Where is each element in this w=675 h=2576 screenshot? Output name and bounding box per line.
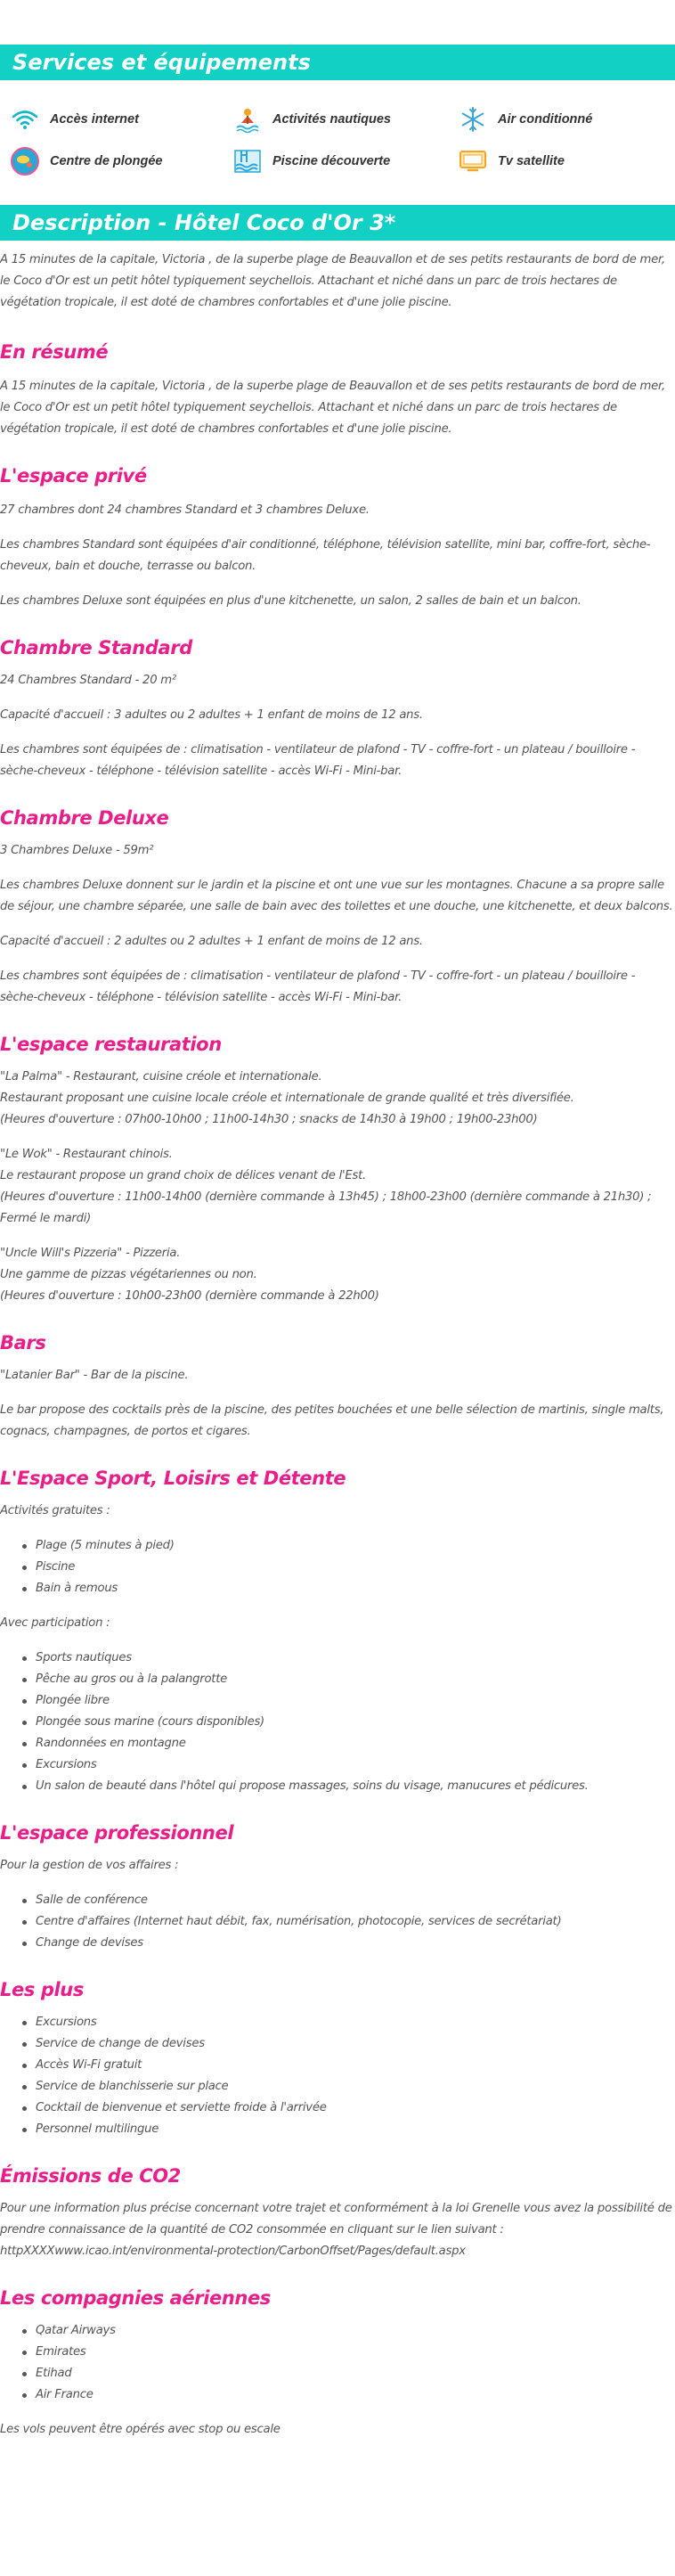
private-space-text: Les chambres Deluxe sont équipées en plus d'une kitchenette, un salon, 2 salles de bain et un balcon. [0, 594, 581, 608]
standard-room-text: Les chambres sont équipées de : climatisation - ventilateur de plafond - TV - coffre-fort - un plateau / bouilloire - sèche-cheveux - téléphone - télévision satellite - accès Wi-Fi - Mini-bar. [0, 743, 636, 778]
list-item: Change de devises [36, 1933, 675, 1954]
description-title-bar [0, 205, 675, 241]
resume-heading: En résumé [0, 341, 109, 363]
deluxe-room-text: 3 Chambres Deluxe - 59m² [0, 844, 154, 857]
restaurant-hours: (Heures d'ouverture : 10h00-23h00 (dernière commande à 22h00) [0, 1289, 379, 1303]
bars-heading: Bars [0, 1332, 46, 1353]
service-label: Tv satellite [498, 154, 565, 168]
services-title-bar [0, 45, 675, 80]
airlines-note: Les vols peuvent être opérés avec stop ou escale [0, 2423, 281, 2436]
list-item: Plongée libre [36, 1690, 675, 1712]
diving-icon [11, 147, 39, 176]
list-item: Bain à remous [36, 1578, 675, 1599]
professional-heading: L'espace professionnel [0, 1822, 234, 1844]
restaurant-name: "La Palma" - Restaurant, cuisine créole et internationale. [0, 1070, 322, 1084]
co2-heading: Émissions de CO2 [0, 2165, 181, 2187]
deluxe-room-heading: Chambre Deluxe [0, 807, 169, 829]
list-item: Etihad [36, 2363, 675, 2384]
restaurant-desc: Restaurant proposant une cuisine locale créole et internationale de grande qualité et très diversifiée. [0, 1092, 574, 1105]
list-item: Personnel multilingue [36, 2119, 675, 2140]
list-item: Centre d'affaires (Internet haut débit, fax, numérisation, photocopie, services de secrétariat) [36, 1911, 675, 1933]
deluxe-room-text: Les chambres sont équipées de : climatisation - ventilateur de plafond - TV - coffre-fort - un plateau / bouilloire - sèche-cheveux - téléphone - télévision satellite - accès Wi-Fi - Mini-bar. [0, 969, 636, 1004]
service-item-nautical [233, 105, 391, 134]
standard-room-text: 24 Chambres Standard - 20 m² [0, 674, 176, 687]
restaurant-desc: Une gamme de pizzas végétariennes ou non. [0, 1268, 257, 1281]
water-sports-icon [233, 105, 262, 134]
paid-activities-list [0, 1648, 675, 1797]
restaurant-name: "Uncle Will's Pizzeria" - Pizzeria. [0, 1247, 181, 1260]
restaurant-hours: (Heures d'ouverture : 11h00-14h00 (dernière commande à 13h45) ; 18h00-23h00 (dernière commande à 21h30) ; Fermé le mardi) [0, 1190, 652, 1225]
intro-text: A 15 minutes de la capitale, Victoria , de la superbe plage de Beauvallon et de ses petits restaurants de bord de mer, le Coco d'Or est un petit hôtel typiquement seychellois. Attachant et niché dans un parc de trois hectares de végétation tropicale, il est doté de chambres confortables et d'une jolie piscine. [0, 253, 665, 309]
service-item-pool [233, 147, 390, 176]
bars-text: "Latanier Bar" - Bar de la piscine. [0, 1369, 189, 1382]
private-space-heading: L'espace privé [0, 465, 147, 487]
list-item: Qatar Airways [36, 2320, 675, 2342]
service-label: Air conditionné [498, 112, 593, 127]
resume-text: A 15 minutes de la capitale, Victoria , de la superbe plage de Beauvallon et de ses petits restaurants de bord de mer, le Coco d'Or est un petit hôtel typiquement seychellois. Attachant et niché dans un parc de trois hectares de végétation tropicale, il est doté de chambres confortables et d'une jolie piscine. [0, 380, 665, 436]
service-label: Piscine découverte [272, 154, 391, 168]
service-item-tv [459, 147, 565, 176]
list-item: Accès Wi-Fi gratuit [36, 2055, 675, 2076]
airlines-heading: Les compagnies aériennes [0, 2287, 271, 2309]
free-activities-list [0, 1535, 675, 1599]
extras-heading: Les plus [0, 1979, 84, 2000]
wifi-icon [11, 105, 39, 134]
list-item: Excursions [36, 1754, 675, 1776]
deluxe-room-text: Les chambres Deluxe donnent sur le jardin et la piscine et ont une vue sur les montagnes. Chacune a sa propre salle de séjour, une chambre séparée, une salle de bain avec des toilettes et une douche, une kitchenette, et deux balcons. [0, 879, 673, 913]
list-item: Piscine [36, 1557, 675, 1578]
bars-text: Le bar propose des cocktails près de la piscine, des petites bouchées et une belle sélection de martinis, single malts, cognacs, champagnes, de portos et cigares. [0, 1403, 664, 1438]
list-item: Air France [36, 2384, 675, 2406]
service-item-internet [11, 105, 139, 134]
list-item: Service de change de devises [36, 2033, 675, 2055]
list-item: Emirates [36, 2342, 675, 2363]
list-item: Un salon de beauté dans l'hôtel qui propose massages, soins du visage, manucures et pédicures. [36, 1776, 675, 1797]
list-item: Cocktail de bienvenue et serviette froide à l'arrivée [36, 2098, 675, 2119]
list-item: Excursions [36, 2012, 675, 2033]
snowflake-icon [459, 105, 487, 134]
list-item: Salle de conférence [36, 1890, 675, 1911]
restaurant-hours: (Heures d'ouverture : 07h00-10h00 ; 11h00-14h30 ; snacks de 14h30 à 19h00 ; 19h00-23h00) [0, 1113, 538, 1126]
free-activities-label: Activités gratuites : [0, 1504, 110, 1517]
service-item-diving [11, 147, 163, 176]
paid-activities-label: Avec participation : [0, 1616, 110, 1630]
list-item: Pêche au gros ou à la palangrotte [36, 1669, 675, 1690]
restaurant-name: "Le Wok" - Restaurant chinois. [0, 1148, 173, 1161]
standard-room-heading: Chambre Standard [0, 637, 192, 658]
private-space-text: 27 chambres dont 24 chambres Standard et 3 chambres Deluxe. [0, 503, 370, 517]
sport-heading: L'Espace Sport, Loisirs et Détente [0, 1468, 346, 1489]
description-content [0, 241, 675, 2441]
private-space-text: Les chambres Standard sont équipées d'air conditionné, téléphone, télévision satellite, mini bar, coffre-fort, sèche-cheveux, bain et douche, terrasse ou balcon. [0, 538, 651, 573]
list-item: Plongée sous marine (cours disponibles) [36, 1712, 675, 1733]
standard-room-text: Capacité d'accueil : 3 adultes ou 2 adultes + 1 enfant de moins de 12 ans. [0, 708, 423, 722]
service-label: Accès internet [50, 112, 139, 127]
list-item: Plage (5 minutes à pied) [36, 1535, 675, 1557]
list-item: Sports nautiques [36, 1648, 675, 1669]
pool-icon [233, 147, 262, 176]
description-title: Description - Hôtel Coco d'Or 3* [12, 210, 396, 235]
services-title: Services et équipements [12, 50, 311, 75]
professional-label: Pour la gestion de vos affaires : [0, 1859, 179, 1872]
restaurant-heading: L'espace restauration [0, 1034, 222, 1055]
co2-link[interactable]: httpXXXXwww.icao.int/environmental-protection/CarbonOffset/Pages/default.aspx [0, 2245, 466, 2258]
service-label: Activités nautiques [272, 112, 391, 127]
list-item: Randonnées en montagne [36, 1733, 675, 1754]
professional-list [0, 1890, 675, 1954]
airlines-list [0, 2320, 675, 2406]
list-item: Service de blanchisserie sur place [36, 2076, 675, 2098]
services-grid [0, 80, 675, 183]
tv-icon [459, 147, 487, 176]
co2-text: Pour une information plus précise concernant votre trajet et conformément à la loi Grenelle vous avez la possibilité de prendre connaissance de la quantité de CO2 consommée en cliquant sur le lien suivant : [0, 2202, 672, 2237]
service-label: Centre de plongée [50, 154, 163, 168]
deluxe-room-text: Capacité d'accueil : 2 adultes ou 2 adultes + 1 enfant de moins de 12 ans. [0, 935, 423, 948]
restaurant-desc: Le restaurant propose un grand choix de délices venant de l'Est. [0, 1169, 366, 1182]
services-section [0, 45, 675, 183]
service-item-aircon [459, 105, 592, 134]
extras-list [0, 2012, 675, 2140]
